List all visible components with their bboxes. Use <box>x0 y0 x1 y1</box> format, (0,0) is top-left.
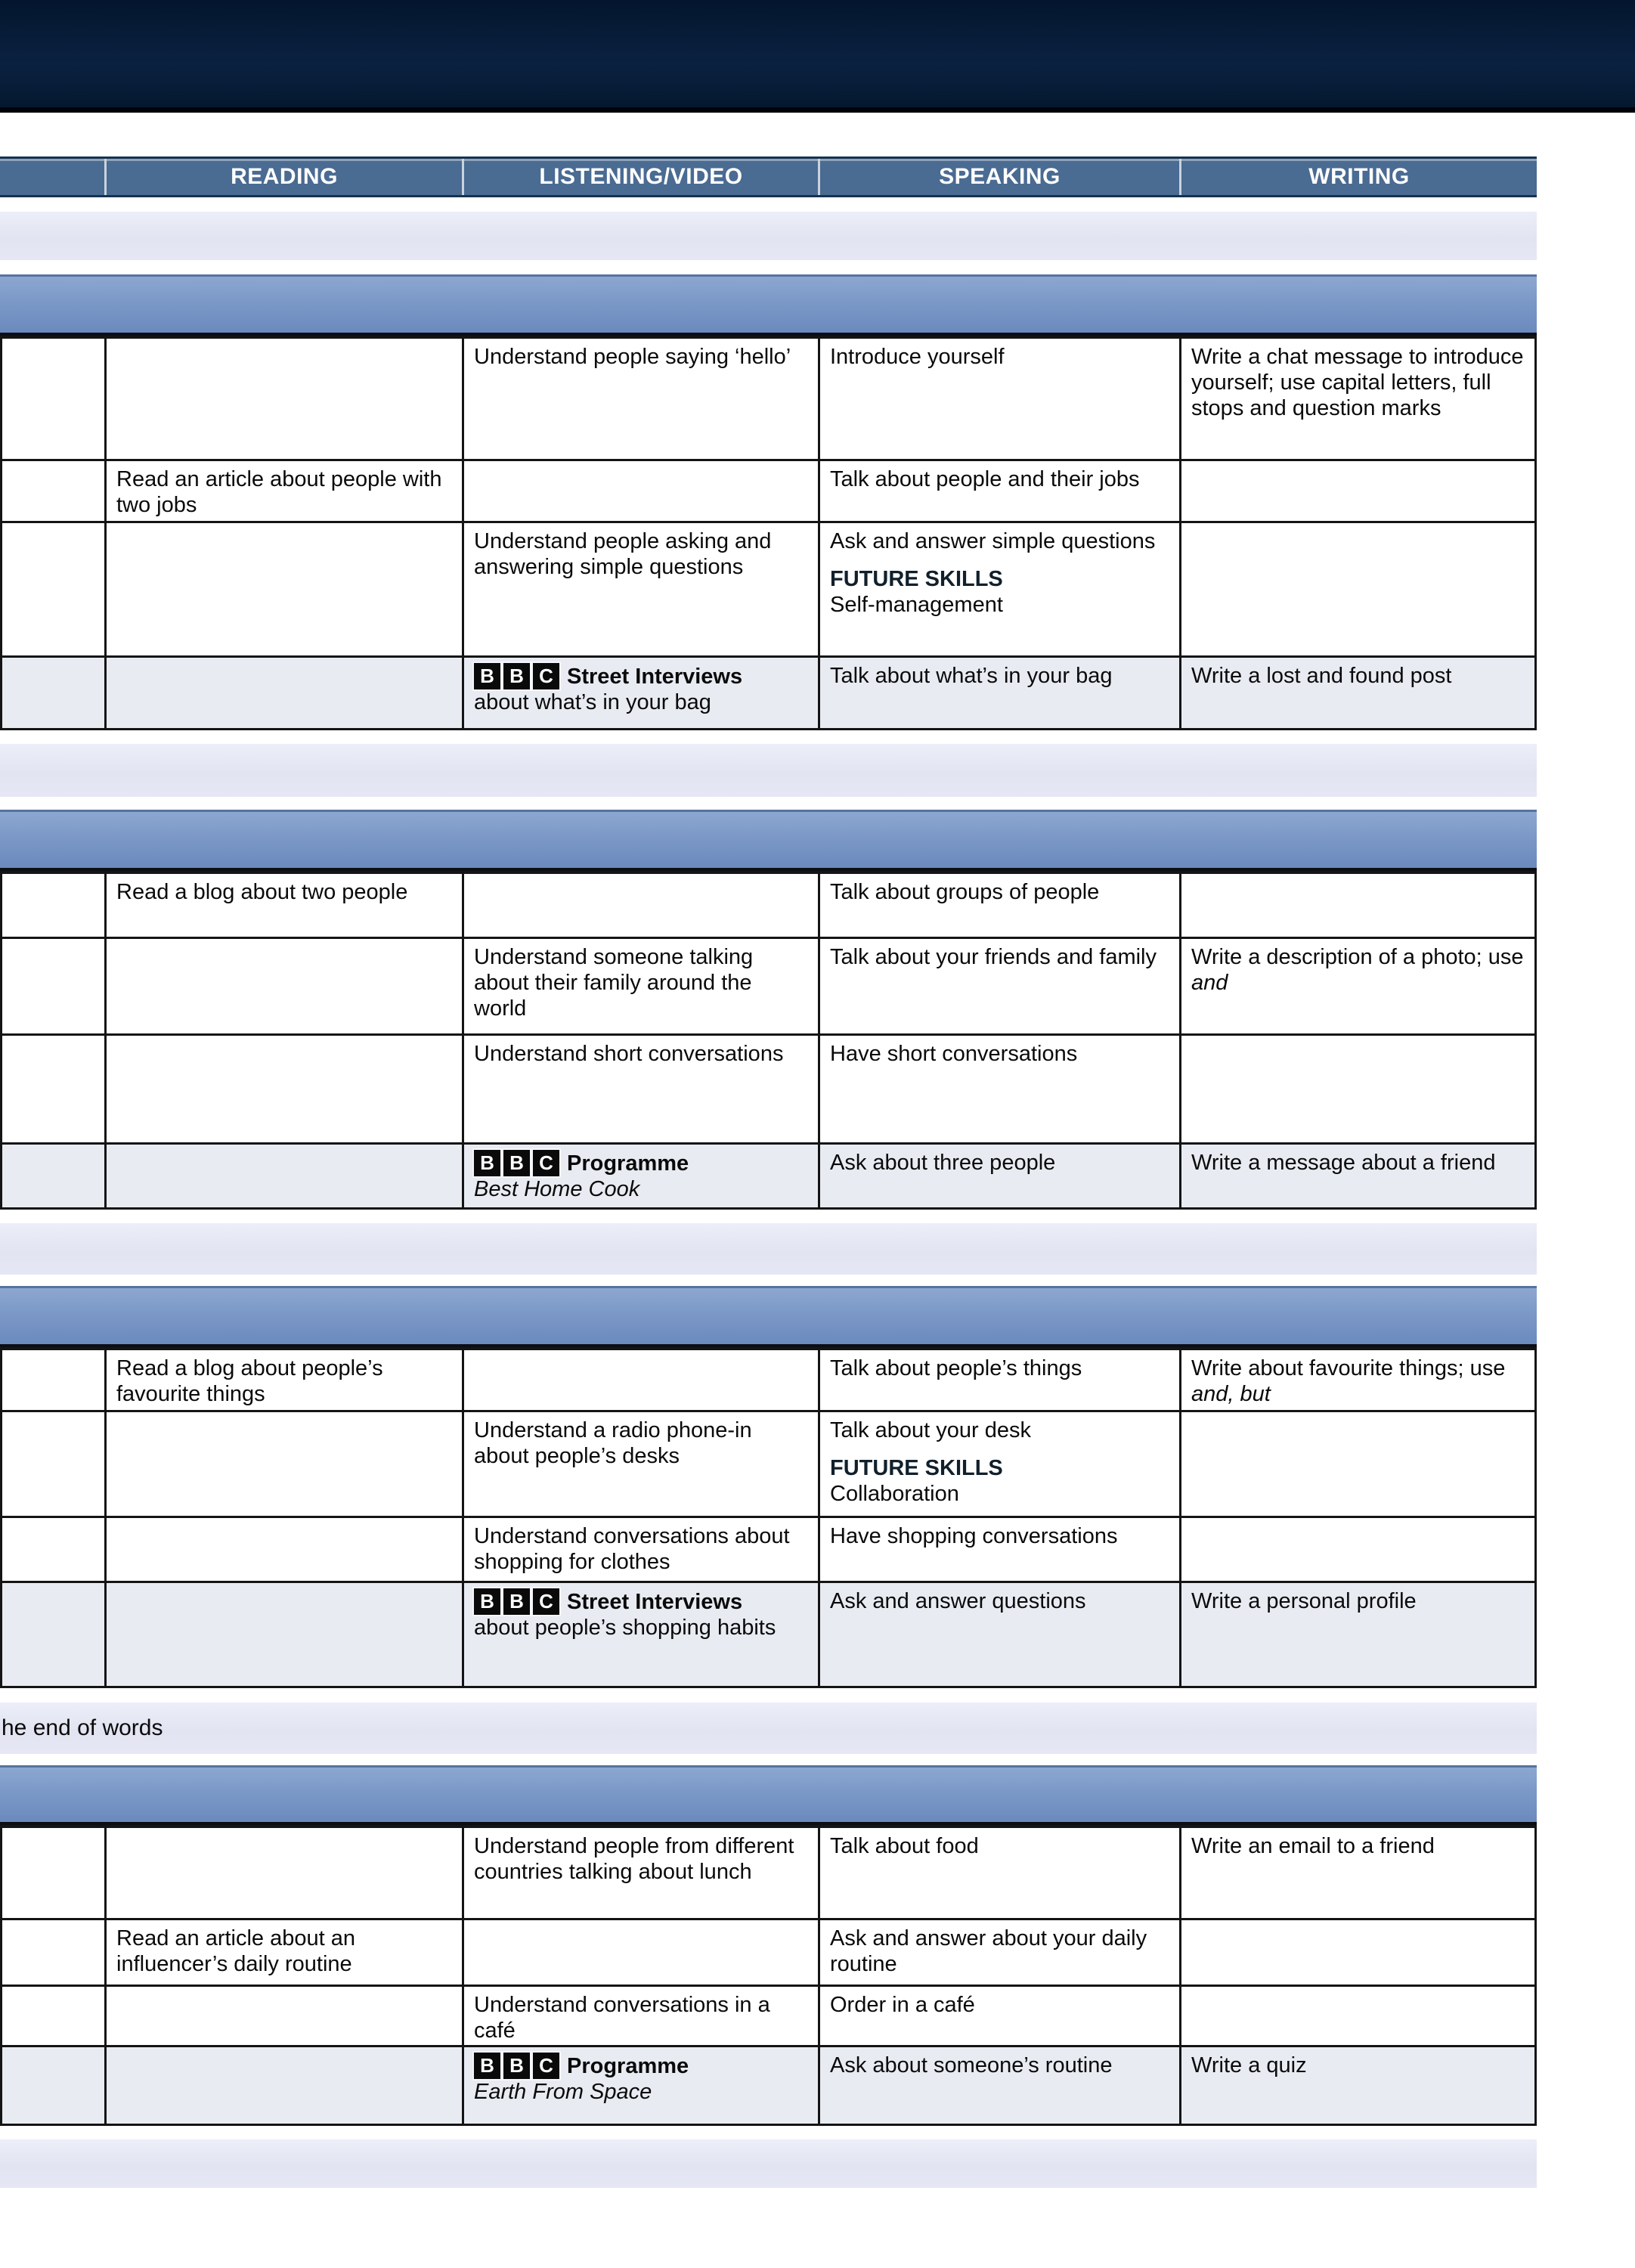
spacer-cell <box>0 1518 104 1583</box>
speaking-cell: Ask and answer questions <box>818 1583 1179 1688</box>
reading-cell <box>104 1145 462 1210</box>
writing-cell <box>1179 1518 1537 1583</box>
bbc-logo-letter: C <box>533 2053 559 2079</box>
info-band-2 <box>0 744 1537 797</box>
speaking-cell <box>818 1412 1179 1518</box>
listening-cell: Understand conversations in a café <box>462 1987 818 2047</box>
speaking-cell: Ask and answer about your daily routine <box>818 1920 1179 1987</box>
reading-cell: Read a blog about people’s favourite things <box>104 1350 462 1412</box>
bbc-heading <box>474 2053 809 2079</box>
bbc-logo-icon <box>474 2053 559 2079</box>
writing-text: Write a description of a photo; use <box>1191 945 1524 969</box>
reading-cell <box>104 658 462 730</box>
reading-cell: Read an article about an influencer’s daily routine <box>104 1920 462 1987</box>
bbc-content-type: Street Interviews <box>567 664 743 689</box>
bbc-content-detail: about people’s shopping habits <box>474 1616 776 1640</box>
spacer-cell <box>0 1412 104 1518</box>
spacer-cell <box>0 658 104 730</box>
speaking-skill: Talk about your desk <box>830 1418 1031 1442</box>
spacer-cell <box>0 461 104 523</box>
future-skills-title: FUTURE SKILLS <box>830 567 1003 591</box>
info-band-4 <box>0 2139 1537 2188</box>
writing-text: Write about favourite things; use <box>1191 1356 1506 1380</box>
bbc-logo-letter: B <box>474 1588 500 1615</box>
bbc-logo-icon <box>474 1150 559 1176</box>
header-spacer-cell <box>0 159 104 195</box>
spacer-cell <box>0 874 104 939</box>
unit-1-table <box>0 336 1537 730</box>
reading-cell <box>104 1412 462 1518</box>
spacer-cell <box>0 1828 104 1920</box>
writing-cell <box>1179 874 1537 939</box>
spacer-cell <box>0 1145 104 1210</box>
speaking-cell: Talk about food <box>818 1828 1179 1920</box>
pronunciation-note: he end of words <box>2 1715 163 1740</box>
listening-cell <box>462 874 818 939</box>
writing-cell <box>1179 523 1537 658</box>
speaking-cell: Order in a café <box>818 1987 1179 2047</box>
bbc-content-type: Street Interviews <box>567 1589 743 1614</box>
bbc-programme-title: Earth From Space <box>474 2080 652 2104</box>
unit-1-header-band <box>0 274 1537 336</box>
writing-cell <box>1179 1350 1537 1412</box>
reading-cell <box>104 2047 462 2126</box>
speaking-cell: Ask about three people <box>818 1145 1179 1210</box>
bbc-heading <box>474 1588 809 1615</box>
speaking-skill: Ask and answer simple questions <box>830 529 1156 553</box>
unit-2-header-band <box>0 810 1537 872</box>
writing-cell: Write a chat message to introduce yourself; use capital letters, full stops and question marks <box>1179 339 1537 461</box>
writing-cell: Write a personal profile <box>1179 1583 1537 1688</box>
speaking-cell: Have shopping conversations <box>818 1518 1179 1583</box>
bbc-heading <box>474 1150 809 1176</box>
unit-2-table <box>0 871 1537 1210</box>
bbc-logo-letter: C <box>533 1588 559 1615</box>
speaking-cell: Introduce yourself <box>818 339 1179 461</box>
listening-cell: Understand a radio phone-in about people’s desks <box>462 1412 818 1518</box>
info-band-3 <box>0 1223 1537 1275</box>
reading-cell <box>104 1518 462 1583</box>
bbc-logo-icon <box>474 1588 559 1615</box>
speaking-cell: Ask about someone’s routine <box>818 2047 1179 2126</box>
writing-cell <box>1179 461 1537 523</box>
bbc-logo-icon <box>474 663 559 689</box>
reading-cell: Read a blog about two people <box>104 874 462 939</box>
listening-cell: Understand people asking and answering simple questions <box>462 523 818 658</box>
bbc-logo-letter: B <box>474 1150 500 1176</box>
bbc-logo-letter: B <box>503 663 530 689</box>
listening-cell <box>462 1145 818 1210</box>
speaking-cell: Talk about people’s things <box>818 1350 1179 1412</box>
writing-cell <box>1179 939 1537 1036</box>
future-skills-title: FUTURE SKILLS <box>830 1456 1003 1480</box>
reading-cell <box>104 1036 462 1145</box>
bbc-logo-letter: C <box>533 1150 559 1176</box>
speaking-cell: Have short conversations <box>818 1036 1179 1145</box>
bbc-logo-letter: B <box>474 663 500 689</box>
listening-cell <box>462 2047 818 2126</box>
listening-cell: Understand someone talking about their family around the world <box>462 939 818 1036</box>
spacer-cell <box>0 339 104 461</box>
reading-cell <box>104 339 462 461</box>
future-skills-block <box>830 1455 1170 1507</box>
spacer-cell <box>0 2047 104 2126</box>
bbc-logo-letter: B <box>503 2053 530 2079</box>
column-header-speaking: SPEAKING <box>818 159 1179 195</box>
bbc-logo-letter: C <box>533 663 559 689</box>
column-header-listening-video: LISTENING/VIDEO <box>462 159 818 195</box>
reading-cell: Read an article about people with two jobs <box>104 461 462 523</box>
unit-4-table <box>0 1825 1537 2126</box>
speaking-cell: Talk about people and their jobs <box>818 461 1179 523</box>
listening-cell <box>462 461 818 523</box>
speaking-cell: Talk about what’s in your bag <box>818 658 1179 730</box>
writing-grammar-focus: and <box>1191 971 1228 995</box>
reading-cell <box>104 523 462 658</box>
reading-cell <box>104 939 462 1036</box>
bbc-heading <box>474 663 809 689</box>
future-skills-item: Collaboration <box>830 1482 959 1506</box>
speaking-cell <box>818 523 1179 658</box>
spacer-cell <box>0 939 104 1036</box>
future-skills-block <box>830 566 1170 618</box>
column-header-writing: WRITING <box>1179 159 1537 195</box>
listening-cell <box>462 1350 818 1412</box>
speaking-cell: Talk about groups of people <box>818 874 1179 939</box>
spacer-cell <box>0 1920 104 1987</box>
bbc-content-type: Programme <box>567 2053 689 2078</box>
unit-3-header-band <box>0 1286 1537 1348</box>
writing-cell: Write a lost and found post <box>1179 658 1537 730</box>
speaking-cell: Talk about your friends and family <box>818 939 1179 1036</box>
reading-cell <box>104 1987 462 2047</box>
writing-cell: Write an email to a friend <box>1179 1828 1537 1920</box>
spacer-cell <box>0 523 104 658</box>
info-band-1 <box>0 212 1537 260</box>
writing-cell <box>1179 1412 1537 1518</box>
reading-cell <box>104 1583 462 1688</box>
writing-grammar-focus: and, but <box>1191 1382 1271 1406</box>
unit-3-table <box>0 1347 1537 1688</box>
bbc-programme-title: Best Home Cook <box>474 1177 640 1201</box>
spacer-cell <box>0 1987 104 2047</box>
top-banner <box>0 0 1635 113</box>
bbc-content-type: Programme <box>567 1151 689 1176</box>
column-header-reading: READING <box>104 159 462 195</box>
bbc-logo-letter: B <box>474 2053 500 2079</box>
bbc-logo-letter: B <box>503 1150 530 1176</box>
bbc-logo-letter: B <box>503 1588 530 1615</box>
writing-cell <box>1179 1920 1537 1987</box>
listening-cell: Understand people saying ‘hello’ <box>462 339 818 461</box>
writing-cell: Write a message about a friend <box>1179 1145 1537 1210</box>
spacer-cell <box>0 1036 104 1145</box>
reading-cell <box>104 1828 462 1920</box>
pronunciation-band <box>0 1703 1537 1754</box>
writing-cell: Write a quiz <box>1179 2047 1537 2126</box>
writing-cell <box>1179 1987 1537 2047</box>
spacer-cell <box>0 1583 104 1688</box>
bbc-content-detail: about what’s in your bag <box>474 690 711 714</box>
unit-4-header-band <box>0 1765 1537 1826</box>
listening-cell <box>462 1583 818 1688</box>
listening-cell: Understand short conversations <box>462 1036 818 1145</box>
listening-cell: Understand conversations about shopping for clothes <box>462 1518 818 1583</box>
listening-cell <box>462 1920 818 1987</box>
listening-cell: Understand people from different countries talking about lunch <box>462 1828 818 1920</box>
future-skills-item: Self-management <box>830 593 1003 617</box>
spacer-cell <box>0 1350 104 1412</box>
column-header-band <box>0 156 1537 197</box>
listening-cell <box>462 658 818 730</box>
writing-cell <box>1179 1036 1537 1145</box>
